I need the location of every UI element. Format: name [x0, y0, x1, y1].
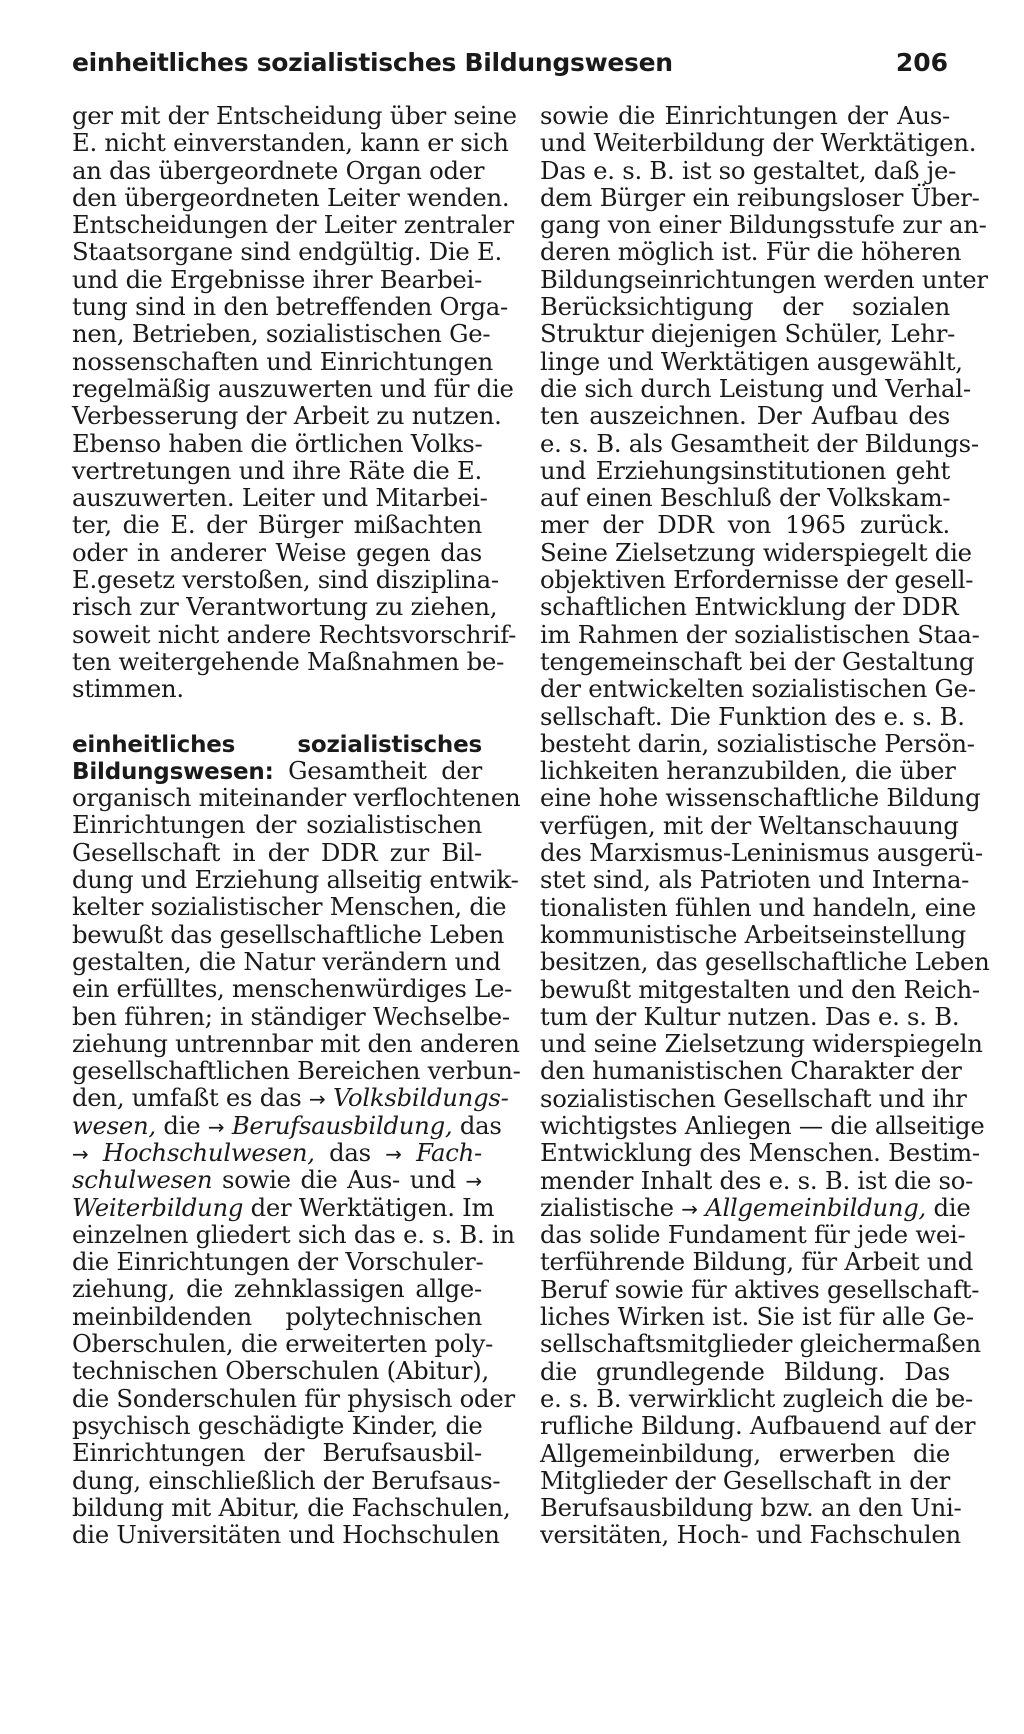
text-line: Entscheidungen der Leiter zentraler: [72, 210, 514, 240]
text-line: soweit nicht andere Rechtsvorschrif-: [72, 619, 517, 649]
text-line: liches Wirken ist. Sie ist für alle Ge-: [540, 1302, 974, 1332]
entry-body: [540, 101, 990, 1195]
text-line: die Sonderschulen für physisch oder: [72, 1383, 515, 1413]
entry-body: [540, 1220, 981, 1550]
text-line: eine hohe wissenschaftliche Bildung: [540, 783, 981, 813]
text-line: bewußt mitgestalten und den Reich-: [540, 974, 980, 1004]
entry-term: einheitliches sozialistisches: [72, 731, 482, 758]
entry-line: [72, 730, 482, 757]
text-line: oder in anderer Weise gegen das: [72, 537, 482, 567]
text-line: die Einrichtungen der Vorschuler-: [72, 1247, 484, 1277]
text-line: das solide Fundament für jede wei-: [540, 1220, 966, 1250]
text-line: risch zur Verantwortung zu ziehen,: [72, 592, 498, 622]
text-line: verfügen, mit der Weltanschauung: [540, 810, 959, 840]
cross-reference-fachschulwesen[interactable]: Fach-: [416, 1137, 482, 1167]
text-line: einzelnen gliedert sich das e. s. B. in: [72, 1219, 515, 1249]
text-line: tung sind in den betreffenden Orga-: [72, 292, 508, 322]
text-line: stimmen.: [72, 674, 184, 704]
cross-reference-allgemeinbildung[interactable]: Allgemeinbildung,: [705, 1192, 927, 1222]
text-line: Einrichtungen der Berufsausbil-: [72, 1438, 482, 1468]
text-line: Allgemeinbildung, erwerben die: [540, 1438, 950, 1468]
text-line: versitäten, Hoch- und Fachschulen: [540, 1520, 961, 1550]
text-line: stet sind, als Patrioten und Interna-: [540, 865, 970, 895]
text-line: meinbildenden polytechnischen: [72, 1301, 482, 1331]
left-column: [72, 101, 521, 1550]
text-line: kommunistische Arbeitseinstellung: [540, 919, 966, 949]
entry-line: [72, 757, 482, 784]
entry-text: die: [926, 1192, 971, 1222]
cross-reference-volksbildungswesen[interactable]: Volksbildungs-: [332, 1083, 509, 1113]
text-line: des Marxismus-Leninismus ausgerü-: [540, 838, 983, 868]
text-line: ben führen; in ständiger Wechselbe-: [72, 1001, 510, 1031]
text-line: Berufsausbildung bzw. an den Uni-: [540, 1493, 962, 1523]
text-line: dem Bürger ein reibungsloser Über-: [540, 182, 980, 212]
text-line: linge und Werktätigen ausgewählt,: [540, 346, 963, 376]
text-line: nossenschaften und Einrichtungen: [72, 346, 493, 376]
text-line: dung und Erziehung allseitig entwik-: [72, 865, 519, 895]
text-line: ten weitergehende Maßnahmen be-: [72, 646, 505, 676]
text-line: Oberschulen, die erweiterten poly-: [72, 1329, 494, 1359]
text-line: auf einen Beschluß der Volkskam-: [540, 483, 951, 513]
text-line: Das e. s. B. ist so gestaltet, daß je-: [540, 155, 957, 185]
text-line: und Weiterbildung der Werktätigen.: [540, 128, 977, 158]
text-line: vertretungen und ihre Räte die E.: [72, 455, 482, 485]
entry-text: das: [452, 1110, 502, 1140]
text-line: sozialistischen Gesellschaft und ihr: [540, 1083, 967, 1113]
text-line: ter, die E. der Bürger mißachten: [72, 510, 482, 540]
entry-line: [72, 1166, 482, 1193]
dictionary-entry: [72, 730, 521, 1550]
text-line: und seine Zielsetzung widerspiegeln: [540, 1029, 983, 1059]
text-line: bildung mit Abitur, die Fachschulen,: [72, 1492, 511, 1522]
text-line: lichkeiten heranzubilden, die über: [540, 756, 956, 786]
cross-reference-fachschulwesen[interactable]: schulwesen: [72, 1165, 213, 1195]
text-line: Seine Zielsetzung widerspiegelt die: [540, 537, 972, 567]
text-line: ein erfülltes, menschenwürdiges Le-: [72, 974, 513, 1004]
text-line: ziehung, die zehnklassigen allge-: [72, 1274, 482, 1304]
text-line: gestalten, die Natur verändern und: [72, 946, 501, 976]
text-line: gang von einer Bildungsstufe zur an-: [540, 210, 987, 240]
text-line: e. s. B. als Gesamtheit der Bildungs-: [540, 428, 979, 458]
cross-reference-hochschulwesen[interactable]: Hochschulwesen,: [102, 1137, 315, 1167]
entry-line: [72, 1192, 495, 1222]
entry-text: die: [155, 1110, 208, 1140]
text-line: sowie die Einrichtungen der Aus-: [540, 101, 950, 130]
text-line: mer der DDR von 1965 zurück.: [540, 510, 950, 540]
text-line: die Universitäten und Hochschulen: [72, 1520, 500, 1550]
right-column: [540, 101, 990, 1550]
text-line: an das übergeordnete Organ oder: [72, 155, 485, 185]
entry-text: zialistische: [540, 1192, 682, 1222]
cross-reference-arrow-icon: →: [465, 1169, 482, 1194]
text-line: im Rahmen der sozialistischen Staa-: [540, 619, 980, 649]
text-line: Struktur diejenigen Schüler, Lehr-: [540, 319, 956, 349]
text-line: die sich durch Leistung und Verhal-: [540, 373, 971, 403]
text-line: ziehung untrennbar mit den anderen: [72, 1028, 520, 1058]
text-line: besitzen, das gesellschaftliche Leben: [540, 947, 990, 977]
cross-reference-volksbildungswesen[interactable]: wesen,: [72, 1110, 156, 1140]
text-line: auszuwerten. Leiter und Mitarbei-: [72, 483, 488, 513]
text-line: Staatsorgane sind endgültig. Die E.: [72, 237, 502, 267]
text-line: den humanistischen Charakter der: [540, 1056, 962, 1086]
text-line: mender Inhalt des e. s. B. ist die so-: [540, 1165, 974, 1195]
text-line: nen, Betrieben, sozialistischen Ge-: [72, 319, 491, 349]
text-line: e. s. B. verwirklicht zugleich die be-: [540, 1383, 973, 1413]
text-line: E. nicht einverstanden, kann er sich: [72, 128, 509, 158]
cross-reference-arrow-icon: →: [385, 1141, 402, 1166]
text-line: besteht darin, sozialistische Persön-: [540, 728, 975, 758]
text-line: der entwickelten sozialistischen Ge-: [540, 674, 976, 704]
text-line: sellschaftsmitglieder gleichermaßen: [540, 1329, 981, 1359]
entry-term: Bildungswesen:: [72, 758, 274, 785]
text-line: gesellschaftlichen Bereichen verbun-: [72, 1056, 521, 1086]
cross-reference-arrow-icon: →: [207, 1114, 225, 1139]
text-line: schaftlichen Entwicklung der DDR: [540, 592, 959, 622]
text-line: Mitglieder der Gesellschaft in der: [540, 1465, 950, 1495]
text-line: tionalisten fühlen und handeln, eine: [540, 892, 976, 922]
text-line: Bildungseinrichtungen werden unter: [540, 264, 988, 294]
text-line: den übergeordneten Leiter wenden.: [72, 182, 510, 212]
text-line: ten auszeichnen. Der Aufbau des: [540, 401, 950, 431]
cross-reference-arrow-icon: →: [308, 1087, 326, 1112]
entry-body: [72, 783, 521, 1086]
text-line: ger mit der Entscheidung über seine: [72, 101, 517, 130]
entry-line: [540, 1192, 971, 1222]
text-line: regelmäßig auszuwerten und für die: [72, 373, 514, 403]
entry-text: das: [314, 1137, 386, 1167]
text-line: und die Ergebnisse ihrer Bearbei-: [72, 264, 483, 294]
text-line: Verbesserung der Arbeit zu nutzen.: [72, 401, 502, 431]
text-line: Ebenso haben die örtlichen Volks-: [72, 428, 483, 458]
cross-reference-berufsausbildung[interactable]: Berufsausbildung,: [231, 1110, 453, 1140]
text-line: sellschaft. Die Funktion des e. s. B.: [540, 701, 965, 731]
cross-reference-weiterbildung[interactable]: Weiterbildung: [72, 1192, 244, 1222]
entry-text: Gesamtheit der: [273, 755, 482, 785]
text-line: Einrichtungen der sozialistischen: [72, 810, 482, 840]
paragraph-continuation: [72, 101, 517, 704]
text-line: deren möglich ist. Für die höheren: [540, 237, 962, 267]
entry-text: sowie die Aus- und: [212, 1165, 466, 1195]
text-line: Gesellschaft in der DDR zur Bil-: [72, 837, 482, 867]
entry-line: [72, 1083, 509, 1113]
text-line: tengemeinschaft bei der Gestaltung: [540, 646, 975, 676]
text-line: kelter sozialistischer Menschen, die: [72, 892, 507, 922]
text-line: die grundlegende Bildung. Das: [540, 1356, 950, 1386]
paragraph-gap: [72, 703, 482, 730]
text-line: E.gesetz verstoßen, sind disziplina-: [72, 565, 499, 595]
text-line: rufliche Bildung. Aufbauend auf der: [540, 1411, 976, 1441]
entry-text: den, umfaßt es das: [72, 1083, 309, 1113]
entry-text: der Werktätigen. Im: [243, 1192, 495, 1222]
cross-reference-arrow-icon: →: [681, 1196, 698, 1221]
entry-line: [72, 1110, 502, 1140]
text-line: Entwicklung des Menschen. Bestim-: [540, 1138, 980, 1168]
text-line: technischen Oberschulen (Abitur),: [72, 1356, 489, 1386]
text-line: tum der Kultur nutzen. Das e. s. B.: [540, 1001, 960, 1031]
text-line: dung, einschließlich der Berufsaus-: [72, 1465, 501, 1495]
entry-body: [72, 1219, 515, 1550]
text-line: bewußt das gesellschaftliche Leben: [72, 919, 505, 949]
page-number: 206: [895, 48, 948, 77]
running-head: einheitliches sozialistisches Bildungswesen: [72, 48, 673, 77]
text-line: wichtigstes Anliegen — die allseitige: [540, 1110, 985, 1140]
cross-reference-arrow-icon: →: [72, 1141, 89, 1166]
text-line: und Erziehungsinstitutionen geht: [540, 455, 950, 485]
text-line: objektiven Erfordernisse der gesell-: [540, 565, 974, 595]
text-line: Beruf sowie für aktives gesellschaft-: [540, 1274, 980, 1304]
text-line: terführende Bildung, für Arbeit und: [540, 1247, 974, 1277]
text-line: Berücksichtigung der sozialen: [540, 292, 950, 322]
entry-line: [72, 1139, 482, 1166]
text-line: psychisch geschädigte Kinder, die: [72, 1410, 483, 1440]
text-line: organisch miteinander verflochtenen: [72, 783, 521, 813]
